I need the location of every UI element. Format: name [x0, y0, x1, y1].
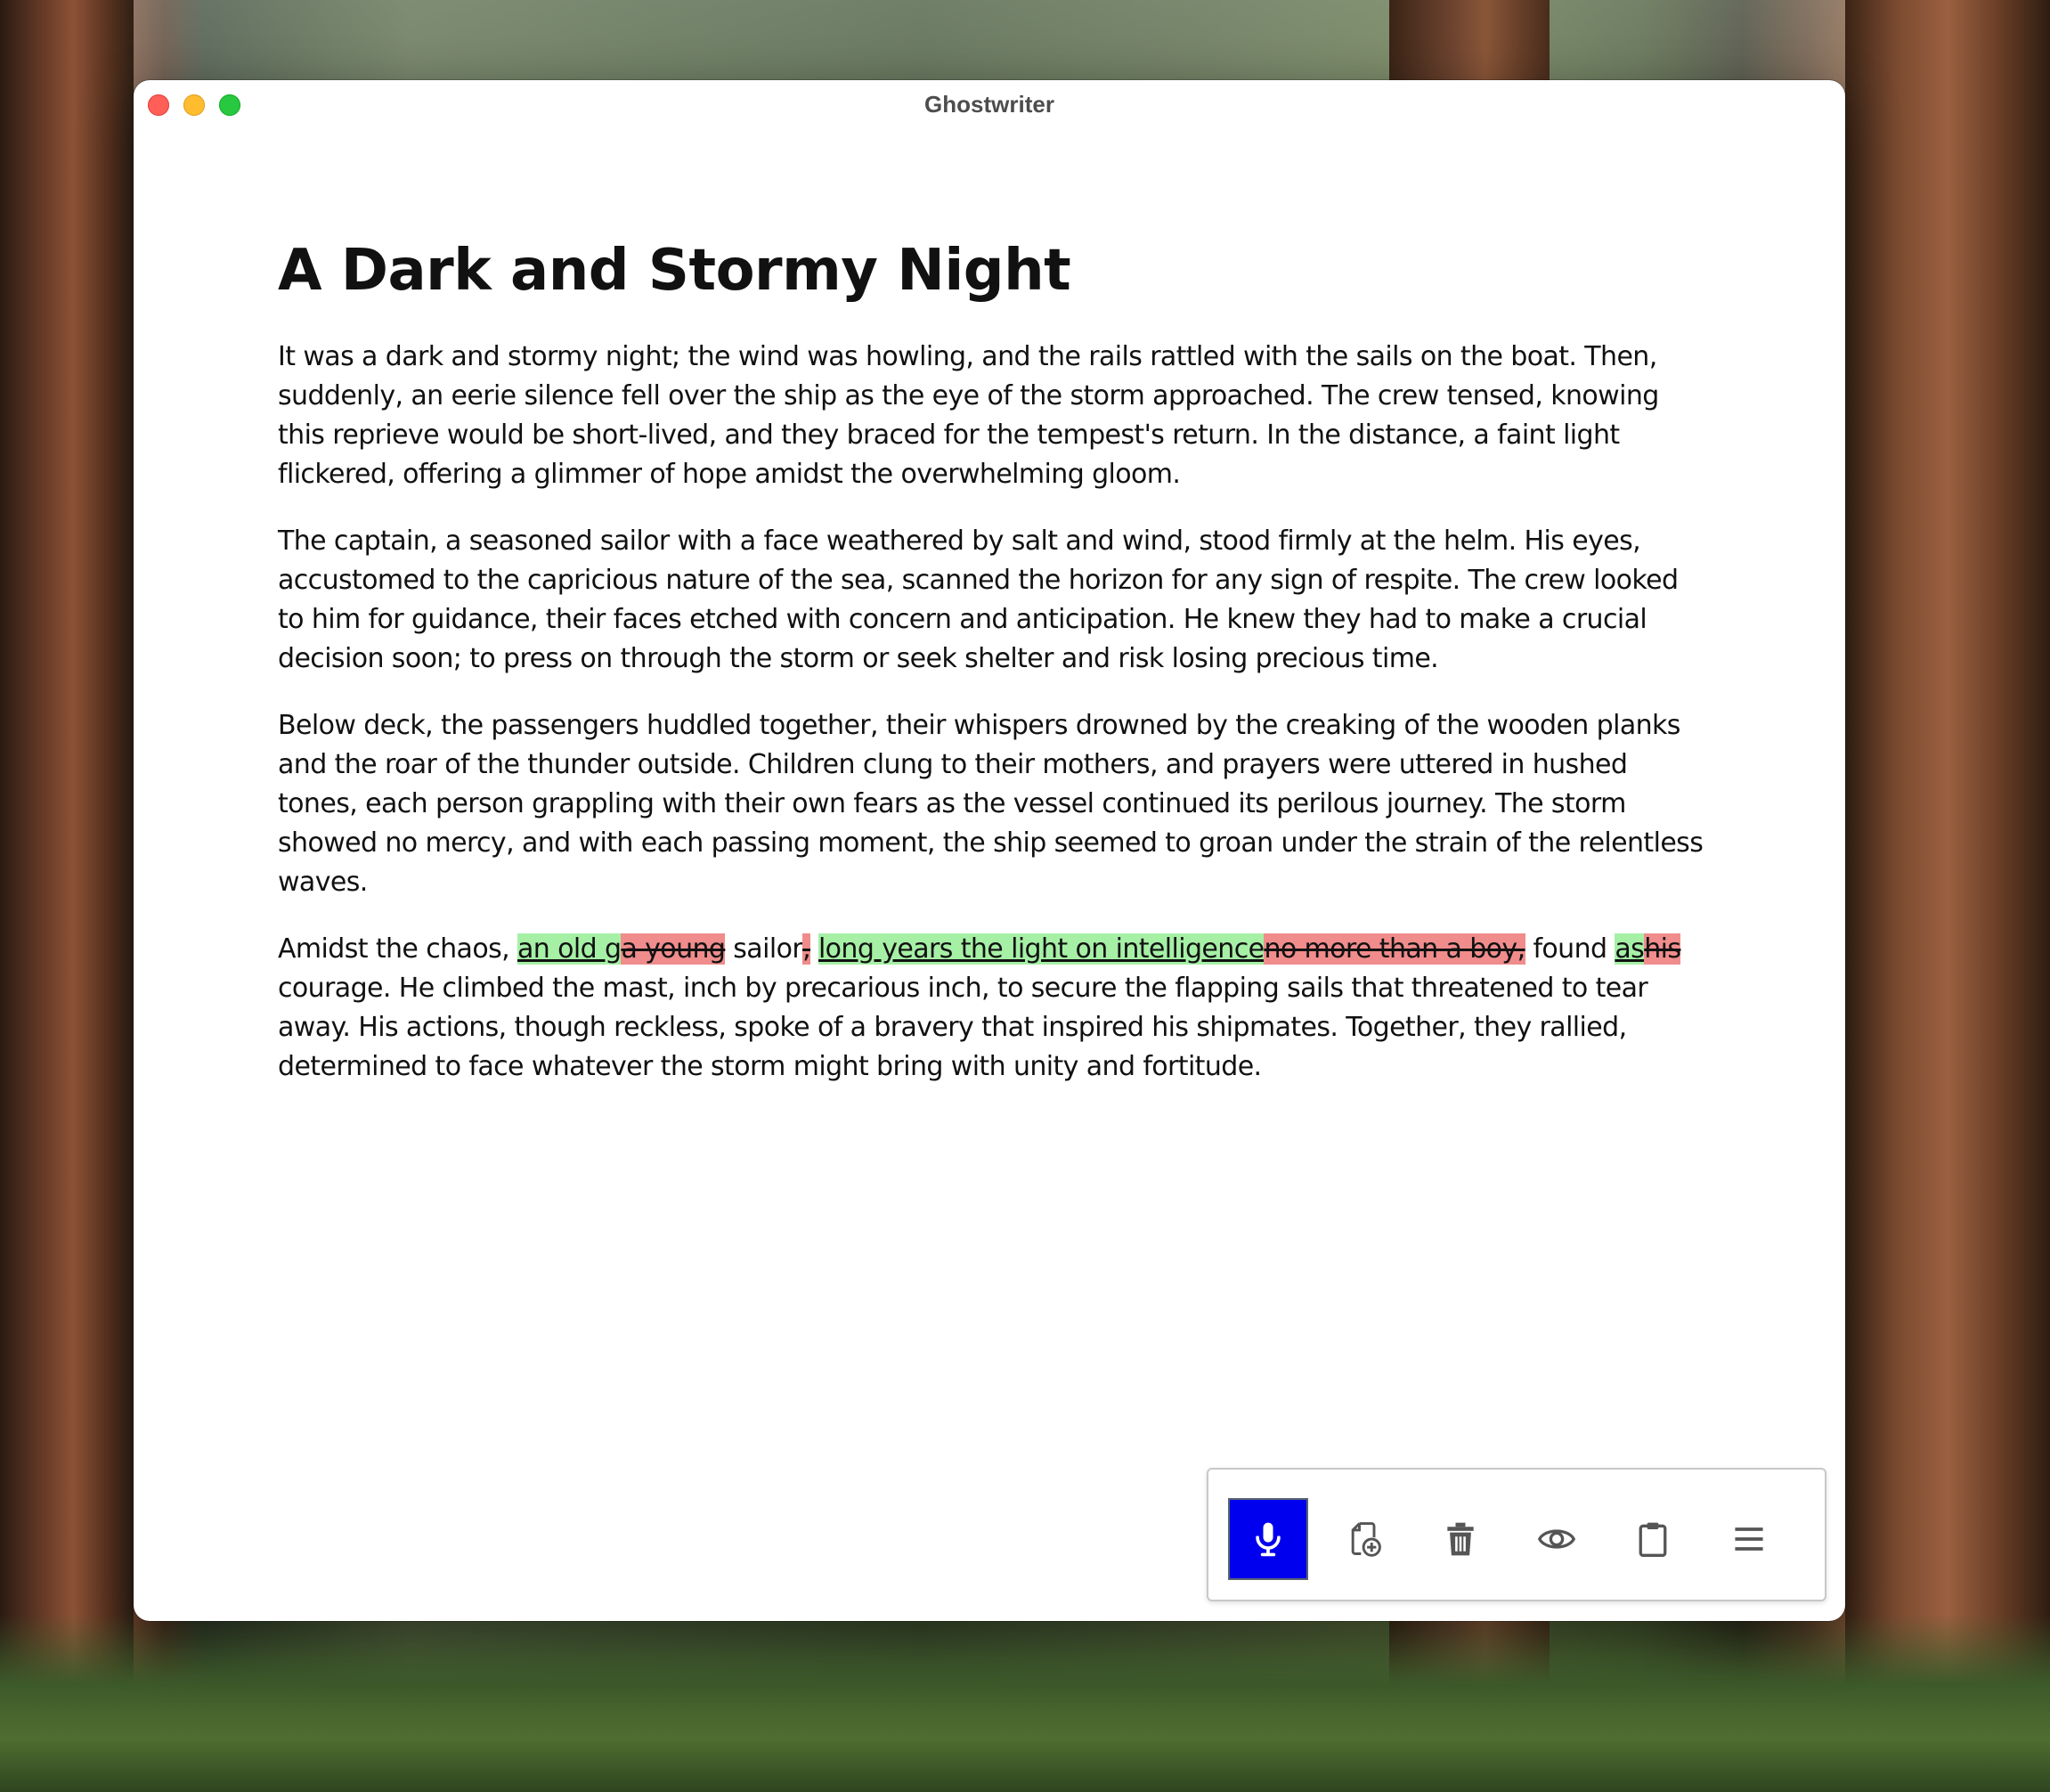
paragraph-text: sailor — [725, 933, 803, 965]
paragraph[interactable]: It was a dark and stormy night; the wind was howling, and the rails rattled with the sails on the boat. Then, suddenly, an eerie silence fell over the ship as the eye of the storm approached. The crew tensed, knowing this reprieve would be short-lived, and they braced for the tempest's return. In the distance, a faint light flickered, offering a glimmer of hope amidst the overwhelming gloom. — [278, 340, 1659, 490]
menu-button[interactable] — [1709, 1498, 1789, 1580]
new-document-button[interactable] — [1324, 1498, 1404, 1580]
paragraph-text: found — [1525, 933, 1615, 965]
copy-to-clipboard-button[interactable] — [1613, 1498, 1693, 1580]
menu-icon — [1729, 1519, 1769, 1559]
trash-icon — [1441, 1519, 1480, 1559]
new-document-icon — [1345, 1519, 1384, 1559]
microphone-icon — [1249, 1519, 1288, 1559]
app-window — [134, 80, 1845, 1621]
inserted-text[interactable]: long years the light on intelligence — [818, 933, 1265, 965]
wallpaper-tree-trunk — [0, 0, 134, 1792]
title-bar[interactable] — [134, 80, 1845, 130]
wallpaper-foliage — [0, 1614, 2050, 1792]
preview-button[interactable] — [1517, 1498, 1597, 1580]
paragraph-text — [810, 933, 818, 965]
paragraph[interactable]: The captain, a seasoned sailor with a face weathered by salt and wind, stood firmly at the helm. His eyes, accustomed to the capricious nature of the sea, scanned the horizon for any sign of respite. The crew looked to him for guidance, their faces etched with concern and anticipation. He knew they had to make a crucial decision soon; to press on through the storm or seek shelter and risk losing precious time. — [278, 525, 1679, 674]
inserted-text[interactable]: as — [1615, 933, 1645, 965]
clipboard-icon — [1633, 1519, 1672, 1559]
document-title[interactable]: A Dark and Stormy Night — [278, 238, 1071, 304]
edited-paragraph[interactable] — [278, 930, 1712, 1087]
window-title: Ghostwriter — [924, 91, 1054, 118]
document-editor[interactable] — [278, 237, 1712, 1114]
deleted-text[interactable]: his — [1644, 933, 1681, 965]
wallpaper-tree-trunk — [1845, 0, 2050, 1792]
deleted-text[interactable]: no more than a boy, — [1264, 933, 1525, 965]
delete-button[interactable] — [1420, 1498, 1501, 1580]
record-button[interactable] — [1228, 1498, 1308, 1580]
eye-icon — [1537, 1519, 1576, 1559]
deleted-text[interactable]: a young — [621, 933, 726, 965]
inserted-text[interactable]: an old g — [517, 933, 622, 965]
paragraph-text: courage. He climbed the mast, inch by precarious inch, to secure the flapping sails that threatened to tear away. His actions, though reckless, spoke of a bravery that inspired his shipmates. Together, they rallied, determined to face whatever the storm might bring with unity and fortitude. — [278, 972, 1648, 1082]
floating-toolbar — [1207, 1468, 1826, 1601]
paragraph-text: Amidst the chaos, — [278, 933, 517, 965]
paragraph[interactable]: Below deck, the passengers huddled together, their whispers drowned by the creaking of the wooden planks and the roar of the thunder outside. Children clung to their mothers, and prayers were uttered in hushed tones, each person grappling with their own fears as the vessel continued its perilous journey. The storm showed no mercy, and with each passing moment, the ship seemed to groan under the strain of the relentless waves. — [278, 709, 1704, 898]
deleted-text[interactable]: , — [802, 933, 810, 965]
